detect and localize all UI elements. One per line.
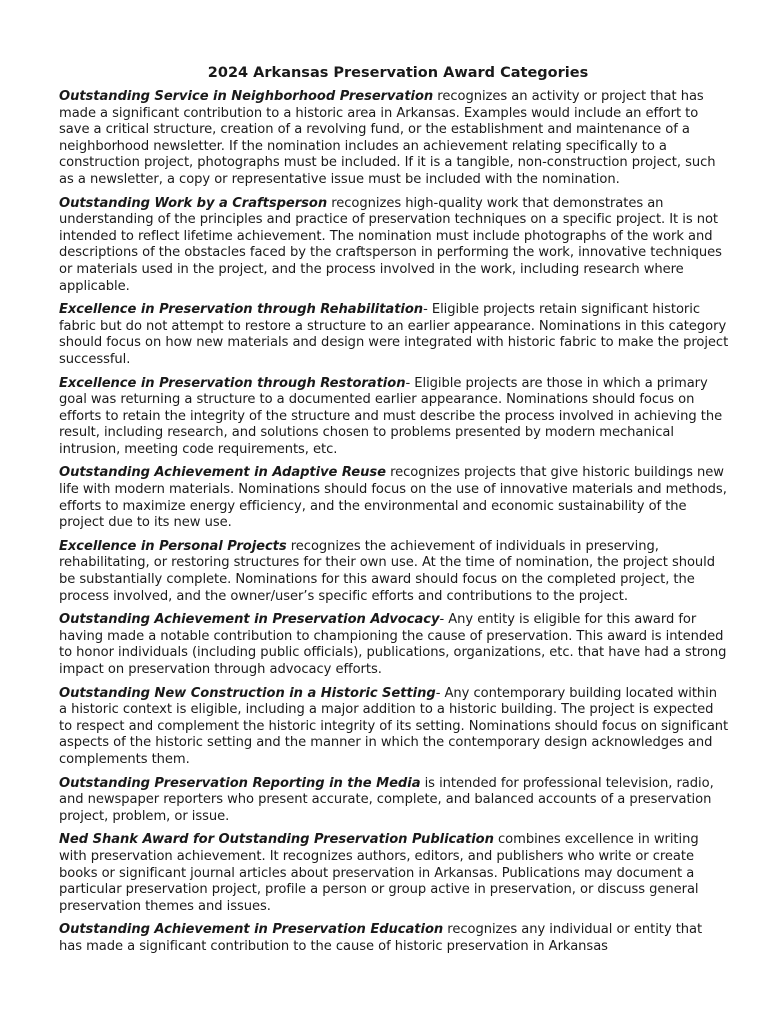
category-name: Excellence in Preservation through Restoration [59,375,406,391]
category-education [59,922,729,955]
category-adaptive-reuse [59,465,729,531]
category-personal-projects [59,539,729,605]
category-description: combines excellence in writing with preservation achievement. It recognizes authors, editors, and publishers who write or create books or significant journal articles about preservation in Arkansas. Publications may document a particular preservation project, profile a person or group active in preservation, or discuss general preservation themes and issues. [59,832,699,914]
category-restoration [59,376,729,459]
category-description: - Any contemporary building located within a historic context is eligible, including a major addition to a historic building. The project is expected to respect and complement the historic integrity of its setting. Nominations should focus on significant aspects of the historic setting and the manner in which the contemporary design acknowledges and complements them. [59,685,729,767]
category-rehabilitation [59,302,729,368]
category-neighborhood-preservation [59,89,729,189]
category-description: - Eligible projects are those in which a primary goal was returning a structure to a documented earlier appearance. Nominations should focus on efforts to retain the integrity of the structure and must describe the process involved in achieving the result, including research, and solutions chosen to problems presented by modern mechanical intrusion, meeting code requirements, etc. [59,375,723,457]
category-description: recognizes any individual or entity that has made a significant contribution to the cause of historic preservation in Arkansas [59,922,703,954]
category-name: Excellence in Personal Projects [59,538,287,554]
category-description: recognizes high-quality work that demonstrates an understanding of the principles and practice of preservation techniques on a specific project. It is not intended to reflect lifetime achievement. The nomination must include photographs of the work and descriptions of the obstacles faced by the craftsperson in performing the work, innovative techniques or materials used in the project, and the process involved in the work, including research where applicable. [59,195,722,294]
category-description: - Eligible projects retain significant historic fabric but do not attempt to restore a structure to an earlier appearance. Nominations in this category should focus on how new materials and design were integrated with historic fabric to make the project successful. [59,302,729,367]
category-name: Outstanding New Construction in a Historic Setting [59,685,436,701]
category-name: Outstanding Achievement in Preservation Education [59,922,444,938]
category-media-reporting [59,776,729,826]
category-name: Excellence in Preservation through Rehabilitation [59,302,424,318]
category-description: - Any entity is eligible for this award for having made a notable contribution to championing the cause of preservation. This award is intended to honor individuals (including public officials), publications, organizations, etc. that have had a strong impact on preservation through advocacy efforts. [59,612,727,677]
category-name: Outstanding Achievement in Preservation Advocacy [59,612,440,628]
category-description: is intended for professional television, radio, and newspaper reporters who present accurate, complete, and balanced accounts of a preservation project, problem, or issue. [59,775,714,824]
category-name: Outstanding Service in Neighborhood Preservation [59,89,434,104]
document-page [59,64,729,963]
category-name: Outstanding Work by a Craftsperson [59,195,328,211]
category-name: Outstanding Preservation Reporting in the Media [59,775,421,791]
category-name: Outstanding Achievement in Adaptive Reuse [59,465,386,481]
page-title: 2024 Arkansas Preservation Award Categories [207,65,589,81]
category-description: recognizes the achievement of individuals in preserving, rehabilitating, or restoring structures for their own use. At the time of nomination, the project should be substantially complete. Nominations for this award should focus on the completed project, the process involved, and the owner/user’s specific efforts and contributions to the project. [59,538,716,604]
category-name: Ned Shank Award for Outstanding Preservation Publication [59,832,494,848]
category-new-construction [59,686,729,769]
category-craftsperson [59,196,729,296]
category-description: recognizes an activity or project that has made a significant contribution to a historic area in Arkansas. Examples would include an effort to save a critical structure, creation of a revolving fund, or the establishment and maintenance of a neighborhood newsletter. If the nomination includes an achievement relating specifically to a construction project, photographs must be included. If it is a tangible, non-construction project, such as a newsletter, a copy or representative issue must be included with the nomination. [59,89,716,187]
category-description: recognizes projects that give historic buildings new life with modern materials. Nominations should focus on the use of innovative materials and methods, efforts to maximize energy efficiency, and the environmental and economic sustainability of the project due to its new use. [59,465,727,531]
category-advocacy [59,612,729,678]
category-publication [59,832,729,915]
